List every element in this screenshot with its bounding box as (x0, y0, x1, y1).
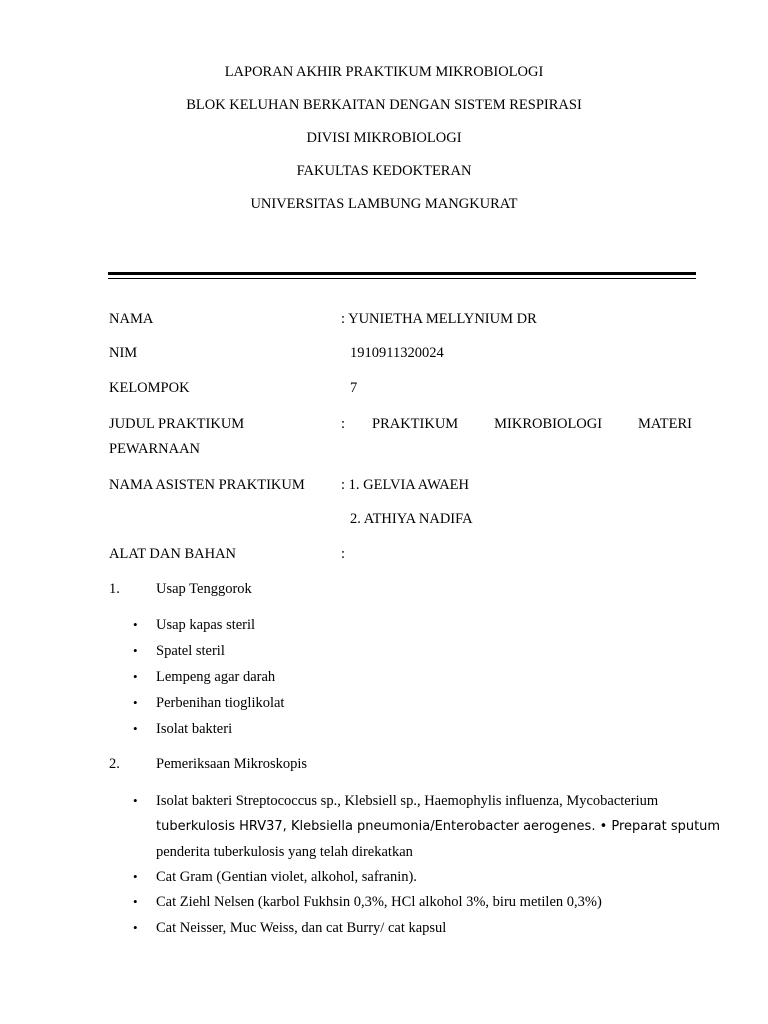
report-title: LAPORAN AKHIR PRAKTIKUM MIKROBIOLOGI (224, 64, 544, 80)
bullet-icon: • (133, 669, 138, 684)
judul-colon: : (341, 416, 346, 432)
list-item: Usap kapas steril (156, 617, 256, 633)
asisten-1: : 1. GELVIA AWAEH (341, 477, 469, 493)
list-item: Cat Gram (Gentian violet, alkohol, safranin). (156, 869, 417, 885)
list-item: Cat Neisser, Muc Weiss, dan cat Burry/ cat kapsul (156, 920, 447, 936)
asisten-2: 2. ATHIYA NADIFA (350, 511, 473, 527)
judul-value (372, 416, 692, 433)
header-divider-thick (108, 272, 696, 275)
judul-word: PRAKTIKUM (372, 416, 459, 432)
bullet-icon: • (133, 695, 138, 710)
list-item-line: penderita tuberkulosis yang telah direkatkan (156, 844, 413, 860)
nim-value: 1910911320024 (350, 345, 444, 361)
header-divider-thin (108, 278, 696, 279)
bullet-icon: • (133, 793, 138, 808)
bullet-icon: • (133, 869, 138, 884)
judul-word: MATERI (638, 416, 692, 432)
judul-label: JUDUL PRAKTIKUM (109, 416, 245, 432)
section1-title: Usap Tenggorok (156, 581, 252, 597)
bullet-icon: • (133, 894, 138, 909)
list-item-line: tuberkulosis HRV37, Klebsiella pneumonia/Enterobacter aerogenes. • Preparat sputum (156, 819, 721, 834)
kelompok-label: KELOMPOK (109, 380, 190, 396)
section2-title: Pemeriksaan Mikroskopis (156, 756, 308, 772)
bullet-icon: • (133, 920, 138, 935)
university-title: UNIVERSITAS LAMBUNG MANGKURAT (250, 196, 518, 212)
nama-label: NAMA (109, 311, 154, 327)
list-item-line: Isolat bakteri Streptococcus sp., Klebsiell sp., Haemophylis influenza, Mycobacterium (156, 793, 659, 809)
bullet-icon: • (133, 617, 138, 632)
kelompok-value: 7 (350, 380, 358, 396)
section1-number: 1. (109, 581, 120, 597)
list-item: Isolat bakteri (156, 721, 233, 737)
judul-continuation: PEWARNAAN (109, 441, 201, 457)
list-item: Perbenihan tioglikolat (156, 695, 285, 711)
asisten-label: NAMA ASISTEN PRAKTIKUM (109, 477, 305, 493)
nim-label: NIM (109, 345, 138, 361)
alat-colon: : (341, 546, 346, 562)
judul-word: MIKROBIOLOGI (494, 416, 603, 432)
list-item: Spatel steril (156, 643, 225, 659)
section2-number: 2. (109, 756, 120, 772)
block-title: BLOK KELUHAN BERKAITAN DENGAN SISTEM RESPIRASI (186, 97, 582, 113)
list-item: Lempeng agar darah (156, 669, 276, 685)
division-title: DIVISI MIKROBIOLOGI (306, 130, 462, 146)
faculty-title: FAKULTAS KEDOKTERAN (296, 163, 472, 179)
nama-value: : YUNIETHA MELLYNIUM DR (341, 311, 537, 327)
bullet-icon: • (133, 643, 138, 658)
alat-label: ALAT DAN BAHAN (109, 546, 237, 562)
list-item: Cat Ziehl Nelsen (karbol Fukhsin 0,3%, HCl alkohol 3%, biru metilen 0,3%) (156, 894, 602, 910)
bullet-icon: • (133, 721, 138, 736)
